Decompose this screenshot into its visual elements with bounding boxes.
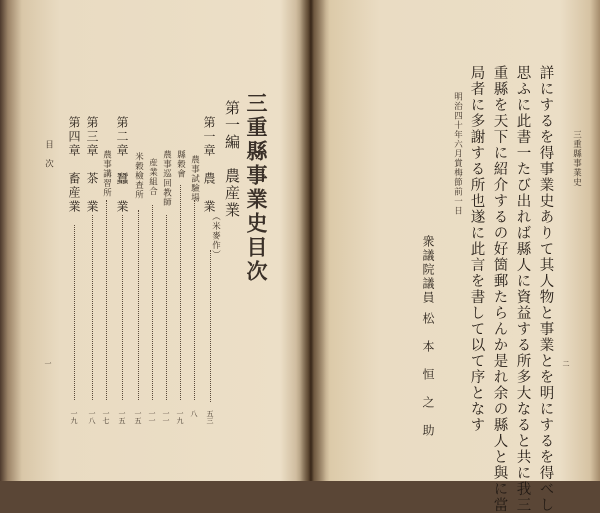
left-page-footer-label: 目 次 xyxy=(43,140,54,169)
toc-leader xyxy=(138,210,139,400)
toc-page-number: 一七 xyxy=(102,410,110,424)
toc-leader xyxy=(122,215,123,400)
toc-item-junkai-kyoshi: 農事巡回教師 xyxy=(161,150,172,207)
preface-line-4: 局者に多謝する所也遂に此言を書して以て序となす xyxy=(468,65,485,433)
toc-chapter-3: 第三章 茶 業 xyxy=(85,116,99,214)
toc-leader xyxy=(194,200,195,400)
toc-chapter-2: 第二章 蠶 業 xyxy=(115,116,129,214)
toc-leader xyxy=(92,215,93,400)
left-page-table-of-contents xyxy=(0,0,308,481)
toc-item-beikoku-kensajo: 米穀檢査所 xyxy=(133,152,144,200)
toc-page-number: 八 xyxy=(190,410,198,417)
author-name: 松 本 恒 之 助 xyxy=(421,312,435,438)
toc-page-number: 一五 xyxy=(134,410,142,424)
toc-page-number: 五三 xyxy=(206,410,214,424)
preface-line-2: 思ふに此書一たび出れば縣人に資益する所多大なると共に我三 xyxy=(514,65,531,513)
toc-leader xyxy=(166,215,167,400)
toc-leader xyxy=(74,225,75,400)
right-page-number: 二 xyxy=(562,360,570,367)
toc-item-sangyo-kumiai: 産業組合 xyxy=(147,158,158,196)
toc-chapter-4: 第四章 畜産業 xyxy=(67,116,81,214)
toc-chapter-1: 第一章 農 業 xyxy=(202,116,216,214)
toc-item-nouji-koshujo: 農事講習所 xyxy=(101,150,112,198)
toc-page-number: 一八 xyxy=(88,410,96,424)
toc-title: 三重縣事業史目次 xyxy=(244,92,269,284)
toc-page-number: 一一 xyxy=(162,410,170,424)
toc-page-number: 一五 xyxy=(118,410,126,424)
running-head: 三重縣事業史 xyxy=(571,130,582,187)
toc-leader xyxy=(180,185,181,400)
toc-page-number: 一一 xyxy=(148,410,156,424)
preface-date: 明治四十年六月賞梅節前一日 xyxy=(452,92,463,216)
toc-leader xyxy=(152,205,153,400)
author-title: 衆議院議員 xyxy=(421,235,435,305)
toc-leader xyxy=(210,250,211,402)
toc-item-kenkokukai: 縣穀會 xyxy=(175,150,186,179)
toc-chapter-1-note: （米麥作） xyxy=(210,212,221,260)
toc-section-1: 第一編 農産業 xyxy=(223,100,241,219)
book-gutter xyxy=(296,0,326,481)
left-page-number: 一 xyxy=(44,360,52,367)
toc-item-nouji-shikenjo: 農事試驗場 xyxy=(189,155,200,203)
preface-line-1: 詳にするを得事業史ありて其人物と事業とを明にするを得べし xyxy=(537,65,554,513)
right-page-preface xyxy=(310,0,600,513)
preface-line-3: 重縣を天下に紹介するの好箇郵たらんか是れ余の縣人と與に當 xyxy=(491,65,508,513)
toc-leader xyxy=(106,200,107,400)
toc-page-number: 一九 xyxy=(176,410,184,424)
toc-page-number: 一九 xyxy=(70,410,78,424)
